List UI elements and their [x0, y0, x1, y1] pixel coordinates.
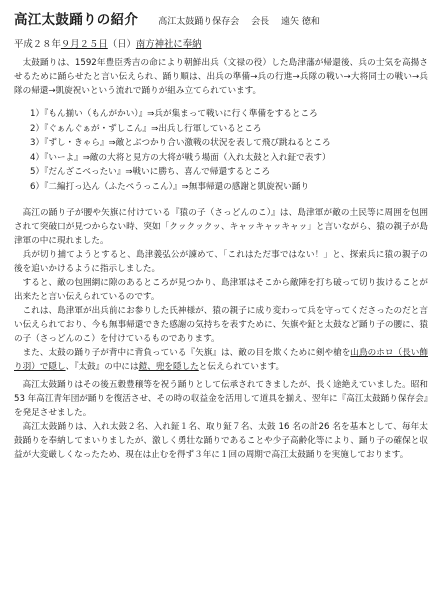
story-line: を守ってくださったのだと言い伝えられており、今も無事帰還できた感謝の気	[14, 305, 428, 330]
story-line: ッ、キャッキャッキャッ」と言いながら、猿の親子が島津軍の中に現れました。	[14, 221, 428, 246]
monkey-story-paragraph-2	[14, 248, 428, 276]
intro-paragraph	[14, 56, 428, 98]
story-line: 打ち破って切り抜けることが出来たと言い伝えられているのです。	[14, 277, 428, 302]
monkey-story-paragraph-4	[14, 304, 428, 346]
dedication-place: 南方神社に奉納	[135, 39, 202, 50]
author-name: 遠矢 徳和	[280, 17, 320, 27]
members-line: 高江太鼓踊りは、入れ太鼓２名、入れ鉦１名、取り鉦７名、太鼓 16 名の計	[22, 421, 319, 432]
story-line: これは、島津軍が出兵前にお参りした氏神様が、猿の親子に成り変わって兵	[22, 305, 316, 316]
document-page	[14, 8, 428, 462]
document-header	[14, 8, 428, 34]
back-text: 、『太鼓』の中には	[65, 361, 139, 372]
organization-name: 高江太鼓踊り保存会	[158, 17, 240, 27]
story-line: を付けているものであります。	[99, 333, 220, 344]
monkey-story-paragraph	[14, 206, 428, 248]
dance-item: 5）『だんざこべったい』⇒戦いに勝ち、喜んで帰還するところ	[30, 167, 271, 178]
monkey-story-paragraph-3	[14, 276, 428, 304]
history-line: 高江太鼓踊りはその後五穀豊穣等を祝う踊りとして伝承されてきましたが、	[22, 379, 316, 390]
intro-line: 太鼓踊りは、1592年豊臣秀吉の命により朝鮮出兵（文禄の役）した島津藩が	[22, 58, 324, 68]
underlined-phrase: 鎧、兜を隠した	[138, 361, 199, 372]
intro-line: という流れで踊りが組み立てられています。	[89, 86, 262, 96]
intro-line: 兵の準備→兵の行進→兵隊の戦い→大将同士の戦い→兵隊の帰還→凱旋祝い	[14, 72, 428, 96]
dance-item: 3）『ずし・きゃら』⇒敵とぶつかり合い激戦の状況を表して飛び跳ねるところ	[30, 138, 331, 149]
history-paragraph	[14, 378, 428, 420]
dance-item: 6）『二編打っ込ん（ふたぺうっこん）』⇒無事帰還の感謝と凱旋祝い踊り	[30, 181, 310, 192]
dance-sequence-list	[30, 107, 428, 195]
back-banner-paragraph	[14, 346, 428, 374]
story-line: すると、敵の包囲網に隙のあるところが見つかり、島津軍はそこから敵陣を	[22, 277, 316, 288]
date-underlined: ９月２５日	[60, 39, 108, 50]
dance-item: 2）『ぐぁんぐぁが・ずしこん』⇒出兵し行軍しているところ	[30, 123, 262, 134]
members-line: りであることや少子高齢化等により、踊り子の確保と収益が大変厳しくなった	[14, 435, 428, 460]
back-line: 伝えられています。	[207, 361, 285, 372]
members-line: 26 名を基本として、毎年太鼓踊りを奉納してまいりましたが、激しく勇壮な踊	[14, 421, 429, 446]
history-line: 長く途絶えていました。昭和 53 年高江青年団が踊りを復活させ、その時の収益	[14, 379, 428, 404]
story-line: と、探索兵に猿の親子の後を追いかけるように指示しました。	[14, 249, 428, 274]
author-line	[158, 14, 329, 27]
underlined-phrase: 山鳥のホロ（長い飾り羽）で隠し	[14, 347, 428, 372]
date-prefix: 平成２８年	[14, 39, 61, 50]
author-role: 会長	[251, 17, 270, 27]
dance-item: 4）『いーよ』⇒敵の大将と見方の大将が戦う場面（入れ太鼓と入れ鉦で表す）	[30, 152, 331, 163]
members-line: ため、現在は止むを得ず３年に１回の周期で高江太鼓踊りを実施しております。	[99, 449, 409, 460]
history-line: 金を活用して道具を揃え、翌年に『高江太鼓踊り保存会』を発足させました。	[14, 393, 428, 418]
date-weekday: （日）	[107, 39, 136, 50]
back-line: また、太鼓の踊り子が背中に背負っている『矢旗』は、敵の目を欺くために	[22, 347, 316, 358]
members-paragraph	[14, 420, 428, 462]
back-text: と	[198, 361, 208, 372]
back-text: 剣や槍を	[315, 347, 351, 358]
story-line: 持ちを表すために、矢旗や鉦と太鼓など踊り子の腰に、猿の子（さっどんのこ）	[14, 319, 428, 344]
date-line	[14, 34, 428, 56]
story-line: 兵が切り捕てようとすると、島津義弘公が諌めて、「これはただ事ではない！」	[22, 249, 333, 260]
story-line: 高江の踊り子が腰や矢旗に付けている『猿の子（さっどんのこ）』は、島津軍	[22, 207, 324, 218]
intro-line: 帰還後、兵の士気を高揚させるために踊らせたと言い伝えられ、踊り順は、出	[14, 58, 428, 82]
story-line: が敵の土民等に周囲を包囲されて突破口が見つからない時、突如「クックック	[14, 207, 428, 232]
document-title: 高江太鼓踊りの紹介	[14, 12, 139, 28]
dance-item: 1）『もん揃い（もんがかい）』⇒兵が集まって戦いに行く準備をするところ	[30, 109, 318, 119]
